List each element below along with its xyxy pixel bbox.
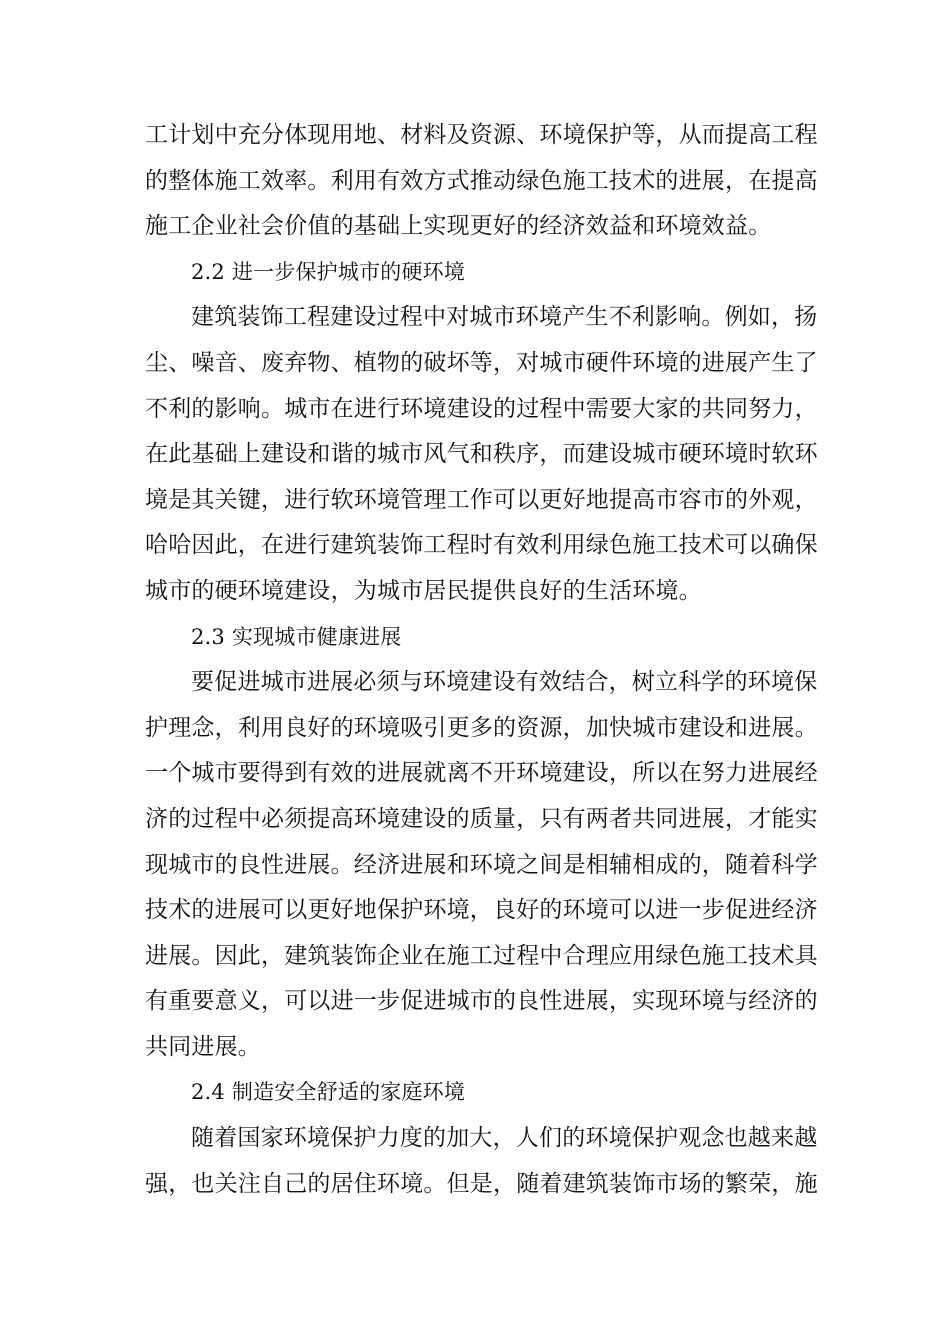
text-line: 施工企业社会价值的基础上实现更好的经济效益和环境效益。 <box>145 213 772 240</box>
text-line: 现城市的良性进展。经济进展和环境之间是相辅相成的，随着科学 <box>145 851 818 878</box>
text-line: 要促进城市进展必须与环境建设有效结合，树立科学的环境保 <box>191 669 818 696</box>
section-heading: 2.2 进一步保护城市的硬环境 <box>191 259 466 284</box>
text-line: 的整体施工效率。利用有效方式推动绿色施工技术的进展，在提高 <box>145 167 818 194</box>
text-line: 不利的影响。城市在进行环境建设的过程中需要大家的共同努力， <box>145 395 818 422</box>
text-line: 境是其关键，进行软环境管理工作可以更好地提高市容市的外观， <box>145 486 818 513</box>
text-line: 城市的硬环境建设，为城市居民提供良好的生活环境。 <box>145 577 702 604</box>
text-line: 有重要意义，可以进一步促进城市的良性进展，实现环境与经济的 <box>145 988 818 1015</box>
text-line: 共同进展。 <box>145 1033 261 1060</box>
text-line: 工计划中充分体现用地、材料及资源、环境保护等，从而提高工程 <box>145 122 818 148</box>
text-line: 技术的进展可以更好地保护环境，良好的环境可以进一步促进经济 <box>145 897 818 924</box>
paragraph <box>145 1116 818 1207</box>
text-line: 进展。因此，建筑装饰企业在施工过程中合理应用绿色施工技术具 <box>145 942 818 969</box>
text-line: 在此基础上建设和谐的城市风气和秩序，而建设城市硬环境时软环 <box>145 441 818 468</box>
paragraph <box>145 113 818 250</box>
document-body <box>145 113 818 1207</box>
section-heading: 2.4 制造安全舒适的家庭环境 <box>191 1080 466 1105</box>
text-line: 护理念，利用良好的环境吸引更多的资源，加快城市建设和进展。 <box>145 714 818 741</box>
text-line: 济的过程中必须提高环境建设的质量，只有两者共同进展，才能实 <box>145 805 818 832</box>
paragraph <box>145 660 818 1070</box>
text-line: 建筑装饰工程建设过程中对城市环境产生不利影响。例如，扬 <box>191 304 818 331</box>
section-heading: 2.3 实现城市健康进展 <box>191 624 402 649</box>
paragraph <box>145 295 818 614</box>
text-line: 随着国家环境保护力度的加大，人们的环境保护观念也越来越 <box>191 1125 818 1152</box>
text-line: 哈哈因此，在进行建筑装饰工程时有效利用绿色施工技术可以确保 <box>145 532 818 559</box>
text-line: 一个城市要得到有效的进展就离不开环境建设，所以在努力进展经 <box>145 760 818 787</box>
text-line: 强，也关注自己的居住环境。但是，随着建筑装饰市场的繁荣，施 <box>145 1170 818 1197</box>
text-line: 尘、噪音、废弃物、植物的破坏等，对城市硬件环境的进展产生了 <box>145 349 818 376</box>
